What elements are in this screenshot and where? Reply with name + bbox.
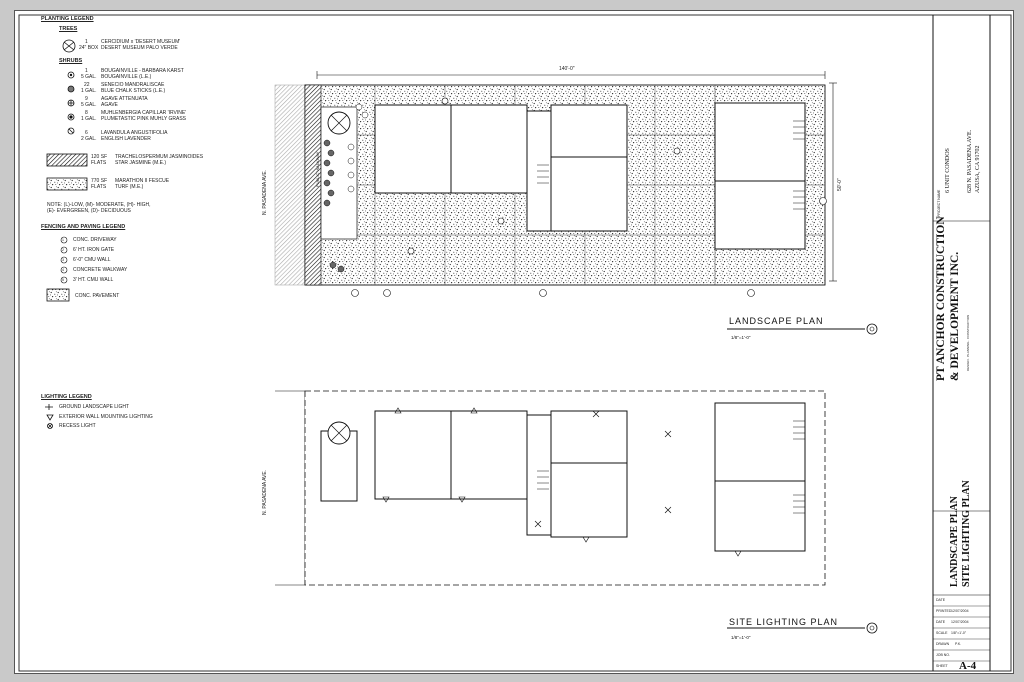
- planting-legend-title: PLANTING LEGEND: [41, 16, 94, 22]
- shrub-size: 2 GAL.: [81, 136, 97, 142]
- sheet-number: A-4: [959, 660, 977, 672]
- drawing-sheet: [14, 10, 1014, 674]
- project-address2: AZUSA, CA 91702: [975, 145, 981, 193]
- tree-qty: 1: [85, 39, 88, 45]
- shrub-common: PLUMETASTIC PINK MUHLY GRASS: [101, 116, 187, 122]
- project-label: PROJECT NAME: [937, 189, 941, 217]
- fencing-label: 3' HT. CMU WALL: [73, 277, 114, 283]
- dimension-width: 140'-0": [559, 66, 575, 72]
- landscape-plan-drawing: [275, 71, 877, 334]
- tree-common: DESERT MUSEUM PALO VERDE: [101, 45, 178, 51]
- fencing-num: 4: [62, 268, 64, 272]
- shrub-size: 5 GAL.: [81, 102, 97, 108]
- tb-field-label: DATE: [936, 598, 946, 602]
- shrub-qty: 9: [85, 96, 88, 102]
- paving-label: CONC. PAVEMENT: [75, 293, 120, 299]
- tree-botanical: CERCIDIUM x 'DESERT MUSEUM': [101, 39, 181, 45]
- shrub-common: ENGLISH LAVENDER: [101, 136, 151, 142]
- legend-note-line1: NOTE: (L)-LOW, (M)- MODERATE, (H)- HIGH,: [47, 202, 151, 208]
- company-line2: & DEVELOPMENT INC.: [949, 251, 961, 381]
- shrub-size: 1 GAL.: [81, 116, 97, 122]
- shrub-qty: 6: [85, 130, 88, 136]
- landscape-plan-scale: 1/8"=1'-0": [731, 335, 751, 340]
- sheet-title-line2: SITE LIGHTING PLAN: [961, 480, 972, 587]
- tb-field-label: DRAWN: [936, 642, 950, 646]
- groundcover-qty: 120 SF: [91, 154, 108, 160]
- shrubs-heading: SHRUBS: [59, 58, 83, 64]
- shrub-botanical: AGAVE ATTENUATA: [101, 96, 148, 102]
- shrub-botanical: MUHLENBERGIA CAPILLAR 'IRVINE': [101, 110, 187, 116]
- shrub-qty: 8: [85, 110, 88, 116]
- fencing-num: 5: [62, 278, 64, 282]
- fencing-label: CONCRETE WALKWAY: [73, 267, 128, 273]
- shrub-qty: 22: [84, 82, 90, 88]
- sheet-label: SHEET: [936, 664, 948, 668]
- walkway-label: PUBLIC WALKWAY: [315, 151, 320, 187]
- groundcover-common: TURF (M.E.): [115, 184, 144, 190]
- site-lighting-plan-scale: 1/8"=1'-0": [731, 635, 751, 640]
- project-address1: 628 N. PASADENA AVE.: [967, 129, 973, 193]
- shrub-qty: 1: [85, 68, 88, 74]
- tree-size: 24" BOX: [79, 45, 99, 51]
- street-label: N. PASADENA AVE.: [262, 469, 268, 515]
- groundcover-botanical: MARATHON II FESCUE: [115, 178, 170, 184]
- fencing-label: 6' HT. IRON GATE: [73, 247, 115, 253]
- fencing-label: CONC. DRIVEWAY: [73, 237, 117, 243]
- shrub-common: AGAVE: [101, 102, 118, 108]
- shrub-botanical: BOUGAINVILLE - BARBARA KARST: [101, 68, 184, 74]
- fencing-legend-title: FENCING AND PAVING LEGEND: [41, 224, 126, 230]
- shrub-common: BLUE CHALK STICKS (L.E.): [101, 88, 166, 94]
- fencing-num: 2: [62, 248, 64, 252]
- company-tag: DESIGN · PLANNING · CONSTRUCTION: [966, 314, 970, 371]
- lighting-label-recess: RECESS LIGHT: [59, 423, 96, 429]
- tb-field-label: SCALE: [936, 631, 948, 635]
- shrub-botanical: LAVANDULA ANGUSTIFOLIA: [101, 130, 168, 136]
- site-lighting-plan-title: SITE LIGHTING PLAN: [729, 617, 839, 627]
- lighting-legend-title: LIGHTING LEGEND: [41, 394, 92, 400]
- tb-field-label: DATE: [936, 620, 946, 624]
- tb-field-label: JOB NO.: [936, 653, 951, 657]
- legend-symbols: [45, 40, 87, 429]
- trees-heading: TREES: [59, 26, 78, 32]
- tb-field-label: PRINTED: [936, 609, 952, 613]
- fencing-num: 3: [62, 258, 64, 262]
- shrub-size: 1 GAL.: [81, 88, 97, 94]
- shrub-size: 5 GAL.: [81, 74, 97, 80]
- landscape-plan-title: LANDSCAPE PLAN: [729, 316, 824, 326]
- shrub-common: BOUGAINVILLE (L.E.): [101, 74, 152, 80]
- fencing-label: 6'-0" CMU WALL: [73, 257, 111, 263]
- legend-note-line2: (E)- EVERGREEN, (D)- DECIDUOUS: [47, 208, 131, 214]
- groundcover-common: STAR JASMINE (M.E.): [115, 160, 167, 166]
- groundcover-botanical: TRACHELOSPERMUM JASMINOIDES: [115, 154, 204, 160]
- company-line1: PT ANCHOR CONSTRUCTION: [935, 216, 947, 381]
- street-label: N. PASADENA AVE.: [262, 169, 268, 215]
- tb-field-value: 1/8"=1'-0": [951, 631, 967, 635]
- groundcover-size: FLATS: [91, 160, 107, 166]
- project-name: 6 UNIT CONDOS: [945, 148, 951, 193]
- groundcover-qty: 770 SF: [91, 178, 108, 184]
- dimension-depth: 50'-0": [837, 178, 843, 191]
- groundcover-size: FLATS: [91, 184, 107, 190]
- fencing-num: 1: [62, 238, 64, 242]
- lighting-label-ground: GROUND LANDSCAPE LIGHT: [59, 404, 130, 410]
- tb-field-value: 12/07/2004: [951, 609, 969, 613]
- tb-field-value: P.K.: [955, 642, 962, 646]
- site-lighting-plan-drawing: [275, 391, 877, 633]
- sheet-title-line1: LANDSCAPE PLAN: [949, 496, 960, 587]
- tb-field-value: 12/07/2004: [951, 620, 969, 624]
- lighting-label-wall: EXTERIOR WALL MOUNTING LIGHTING: [59, 414, 153, 420]
- shrub-botanical: SENECIO MANDRALISCAE: [101, 82, 165, 88]
